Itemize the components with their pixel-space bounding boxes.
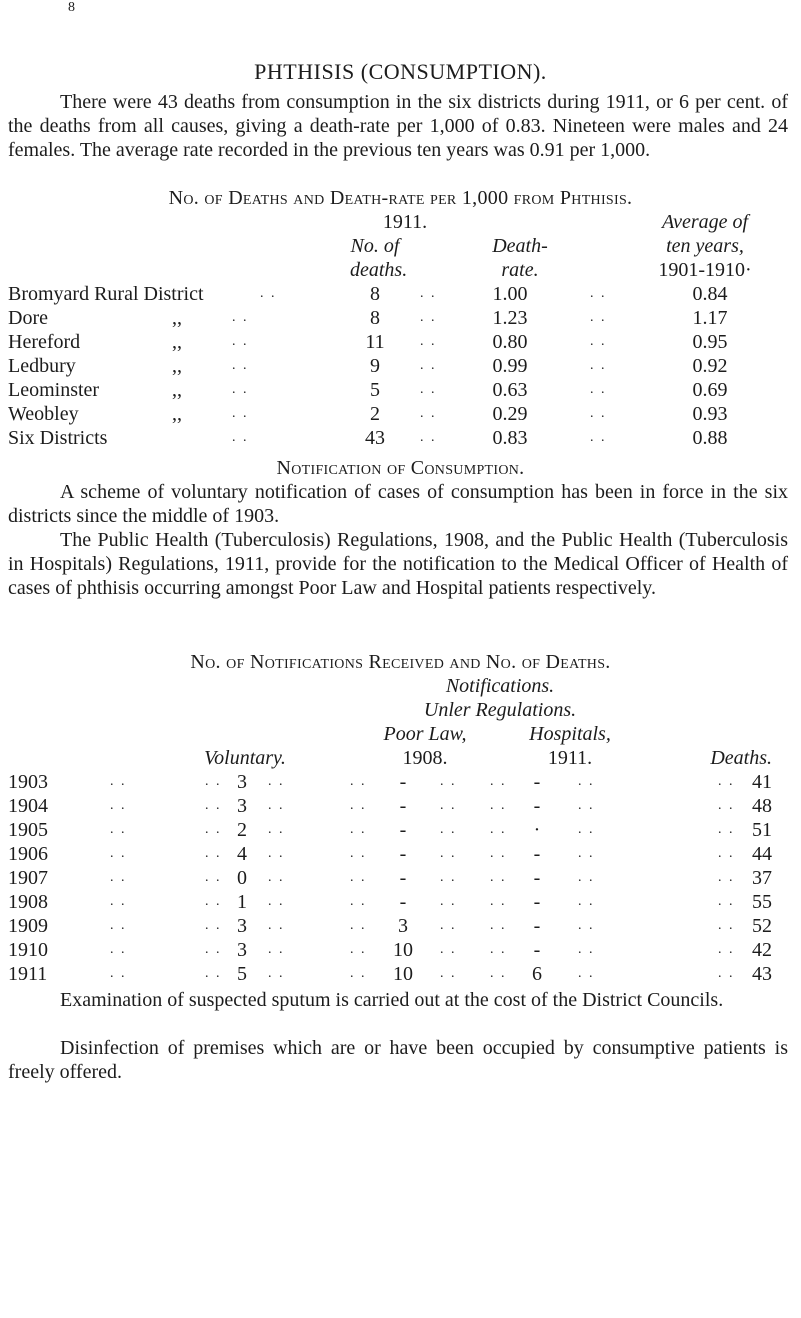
table2-hospitals-cell: - [533, 795, 541, 817]
table2-col-poor-law-l1: Poor Law, [383, 723, 467, 745]
table2-leader-dots: . . [268, 774, 285, 789]
table1-average-cell: 0.84 [692, 283, 728, 305]
table2-leader-dots: . . [718, 774, 735, 789]
table2-leader-dots: . . [440, 966, 457, 981]
table2-leader-dots: . . [350, 918, 367, 933]
table2-leader-dots: . . [110, 942, 127, 957]
table2-leader-dots: . . [578, 822, 595, 837]
table2-leader-dots: . . [718, 870, 735, 885]
table2-leader-dots: . . [110, 870, 127, 885]
notification-paragraph-2: The Public Health (Tuberculosis) Regulations, 1908, and the Public Health (Tuberculosis in Hospitals) Regulations, 1911, provide for the notification to the Medical Officer of Health of cases of phthisis occurring amongst Poor Law and Hospital patients respectively. [8, 529, 788, 599]
table2-leader-dots: . . [440, 846, 457, 861]
table2-leader-dots: . . [350, 846, 367, 861]
table2-voluntary-cell: 2 [237, 819, 247, 841]
table1-ditto-cell: ,, [172, 331, 182, 353]
table1-col-rate-l2: rate. [501, 259, 539, 281]
table1-leader-dots: . . [232, 358, 249, 373]
table1-col-deaths-l2: deaths. [350, 259, 408, 281]
table2-leader-dots: . . [490, 846, 507, 861]
table2-voluntary-cell: 0 [237, 867, 247, 889]
table2-leader-dots: . . [350, 774, 367, 789]
table1-average-cell: 0.88 [692, 427, 728, 449]
table1-leader-dots: . . [590, 382, 607, 397]
table1-col-average-l3: 1901-1910· [658, 259, 752, 281]
table2-leader-dots: . . [718, 894, 735, 909]
table2-voluntary-cell: 5 [237, 963, 247, 985]
table2-leader-dots: . . [268, 966, 285, 981]
table2-leader-dots: . . [718, 942, 735, 957]
table2-leader-dots: . . [110, 894, 127, 909]
table2-leader-dots: . . [205, 870, 222, 885]
table2-poor-law-cell: - [399, 771, 407, 793]
table1-average-cell: 0.93 [692, 403, 728, 425]
table1-leader-dots: . . [590, 334, 607, 349]
table2-poor-law-cell: - [399, 843, 407, 865]
table2-leader-dots: . . [205, 846, 222, 861]
table1-leader-dots: . . [590, 430, 607, 445]
table2-year-cell: 1905 [8, 819, 48, 841]
table1-col-average-l2: ten years, [666, 235, 744, 257]
table2-year-cell: 1909 [8, 915, 48, 937]
table1-leader-dots: . . [232, 406, 249, 421]
table1-year-header: 1911. [382, 211, 428, 233]
table1-rate-cell: 0.63 [492, 379, 528, 401]
table1-district-cell: Ledbury [8, 355, 76, 377]
table1-title: No. of Deaths and Death-rate per 1,000 from Phthisis. [168, 187, 633, 209]
table1-district-cell: Bromyard Rural District [8, 283, 204, 305]
table2-leader-dots: . . [268, 942, 285, 957]
table2-leader-dots: . . [578, 798, 595, 813]
table2-leader-dots: . . [110, 822, 127, 837]
table2-voluntary-cell: 3 [237, 795, 247, 817]
table1-leader-dots: . . [260, 286, 277, 301]
table2-poor-law-cell: - [399, 795, 407, 817]
table1-deaths-cell: 5 [370, 379, 380, 401]
table1-average-cell: 0.95 [692, 331, 728, 353]
table2-leader-dots: . . [268, 822, 285, 837]
table1-leader-dots: . . [590, 286, 607, 301]
table2-leader-dots: . . [350, 870, 367, 885]
table2-voluntary-cell: 3 [237, 939, 247, 961]
table2-leader-dots: . . [440, 774, 457, 789]
closing-paragraph-2: Disinfection of premises which are or have been occupied by consumptive patients is freely offered. [8, 1037, 788, 1083]
table2-leader-dots: . . [490, 918, 507, 933]
table2-poor-law-cell: - [399, 819, 407, 841]
table1-leader-dots: . . [420, 334, 437, 349]
table2-leader-dots: . . [350, 798, 367, 813]
table2-hospitals-cell: - [533, 867, 541, 889]
table1-ditto-cell: ,, [172, 403, 182, 425]
table2-hospitals-cell: - [533, 939, 541, 961]
table2-hospitals-cell: 6 [532, 963, 542, 985]
table2-leader-dots: . . [490, 966, 507, 981]
table1-leader-dots: . . [232, 382, 249, 397]
table2-deaths-cell: 44 [752, 843, 772, 865]
table1-leader-dots: . . [420, 382, 437, 397]
table2-leader-dots: . . [440, 918, 457, 933]
table2-col-deaths: Deaths. [710, 747, 772, 769]
table2-year-cell: 1906 [8, 843, 48, 865]
table1-rate-cell: 0.83 [492, 427, 528, 449]
table1-leader-dots: . . [420, 358, 437, 373]
table2-col-hospitals-l2: 1911. [547, 747, 593, 769]
table2-leader-dots: . . [440, 822, 457, 837]
table2-deaths-cell: 42 [752, 939, 772, 961]
table2-poor-law-cell: - [399, 867, 407, 889]
table2-hospitals-cell: · [533, 819, 541, 841]
table2-voluntary-cell: 1 [237, 891, 247, 913]
table1-district-cell: Leominster [8, 379, 100, 401]
table2-poor-law-cell: - [399, 891, 407, 913]
table1-rate-cell: 0.80 [492, 331, 528, 353]
table2-deaths-cell: 55 [752, 891, 772, 913]
table2-leader-dots: . . [578, 942, 595, 957]
table2-voluntary-cell: 3 [237, 771, 247, 793]
table2-poor-law-cell: 10 [393, 939, 413, 961]
table2-leader-dots: . . [718, 918, 735, 933]
table2-deaths-cell: 48 [752, 795, 772, 817]
table2-leader-dots: . . [490, 870, 507, 885]
table2-group-header-l2: Unler Regulations. [423, 699, 577, 721]
table2-leader-dots: . . [490, 822, 507, 837]
table2-leader-dots: . . [110, 846, 127, 861]
table1-col-rate-l1: Death- [492, 235, 548, 257]
table1-average-cell: 0.92 [692, 355, 728, 377]
table2-leader-dots: . . [205, 894, 222, 909]
table2-leader-dots: . . [268, 798, 285, 813]
table2-deaths-cell: 51 [752, 819, 772, 841]
table2-hospitals-cell: - [533, 915, 541, 937]
table2-leader-dots: . . [578, 774, 595, 789]
table1-rate-cell: 0.29 [492, 403, 528, 425]
table1-average-cell: 1.17 [692, 307, 728, 329]
table2-deaths-cell: 43 [752, 963, 772, 985]
table2-voluntary-cell: 3 [237, 915, 247, 937]
table2-leader-dots: . . [110, 918, 127, 933]
table1-leader-dots: . . [232, 334, 249, 349]
table2-leader-dots: . . [490, 774, 507, 789]
table1-leader-dots: . . [420, 310, 437, 325]
table1-col-deaths-l1: No. of [350, 235, 400, 257]
table2-leader-dots: . . [490, 798, 507, 813]
table2-leader-dots: . . [718, 846, 735, 861]
table2-leader-dots: . . [110, 774, 127, 789]
table2-leader-dots: . . [718, 798, 735, 813]
table2-year-cell: 1904 [8, 795, 48, 817]
table1-rate-cell: 1.00 [492, 283, 528, 305]
table1-leader-dots: . . [232, 430, 249, 445]
table1-leader-dots: . . [420, 430, 437, 445]
table1-average-cell: 0.69 [692, 379, 728, 401]
table2-leader-dots: . . [440, 798, 457, 813]
table2-year-cell: 1903 [8, 771, 48, 793]
table2-leader-dots: . . [268, 870, 285, 885]
table1-col-average-l1: Average of [661, 211, 749, 233]
page-number: 8 [68, 0, 75, 15]
table1-ditto-cell: ,, [172, 355, 182, 377]
table2-leader-dots: . . [578, 966, 595, 981]
running-head: PHTHISIS (CONSUMPTION). [254, 59, 547, 84]
table1-ditto-cell: ,, [172, 379, 182, 401]
table2-hospitals-cell: - [533, 843, 541, 865]
table2-leader-dots: . . [490, 942, 507, 957]
table1-deaths-cell: 8 [370, 283, 380, 305]
table1-rate-cell: 0.99 [492, 355, 528, 377]
table2-leader-dots: . . [350, 966, 367, 981]
table2-leader-dots: . . [350, 894, 367, 909]
table2-deaths-cell: 41 [752, 771, 772, 793]
table1-leader-dots: . . [420, 286, 437, 301]
table1-deaths-cell: 2 [370, 403, 380, 425]
table2-group-header-l1: Notifications. [445, 675, 555, 697]
table2-poor-law-cell: 10 [393, 963, 413, 985]
table2-leader-dots: . . [205, 966, 222, 981]
table1-leader-dots: . . [590, 310, 607, 325]
table2-year-cell: 1908 [8, 891, 48, 913]
table2-leader-dots: . . [110, 798, 127, 813]
table2-col-hospitals-l1: Hospitals, [529, 723, 611, 745]
intro-paragraph: There were 43 deaths from consumption in the six districts during 1911, or 6 per cent. of the deaths from all causes, giving a death-rate per 1,000 of 0.83. Nineteen were males and 24 females. The average rate recorded in the previous ten years was 0.91 per 1,000. [8, 91, 788, 161]
table2-leader-dots: . . [578, 846, 595, 861]
table2-leader-dots: . . [268, 918, 285, 933]
table2-year-cell: 1907 [8, 867, 48, 889]
table1-district-cell: Hereford [8, 331, 81, 353]
table1-ditto-cell: ,, [172, 307, 182, 329]
table1-deaths-cell: 11 [365, 331, 385, 353]
table2-hospitals-cell: - [533, 771, 541, 793]
closing-paragraph-1: Examination of suspected sputum is carried out at the cost of the District Councils. [60, 989, 724, 1011]
table2-leader-dots: . . [205, 822, 222, 837]
table2-col-voluntary: Voluntary. [204, 747, 286, 769]
table2-hospitals-cell: - [533, 891, 541, 913]
table2-deaths-cell: 52 [752, 915, 772, 937]
table2-year-cell: 1911 [8, 963, 48, 985]
table1-district-cell: Dore [8, 307, 48, 329]
table2-leader-dots: . . [268, 846, 285, 861]
table1-leader-dots: . . [232, 310, 249, 325]
table2-leader-dots: . . [205, 942, 222, 957]
table2-poor-law-cell: 3 [398, 915, 408, 937]
table2-leader-dots: . . [578, 918, 595, 933]
table2-leader-dots: . . [205, 798, 222, 813]
table2-leader-dots: . . [205, 774, 222, 789]
table2-leader-dots: . . [440, 870, 457, 885]
table2-leader-dots: . . [490, 894, 507, 909]
table2-leader-dots: . . [578, 894, 595, 909]
table2-deaths-cell: 37 [752, 867, 772, 889]
table1-rate-cell: 1.23 [492, 307, 528, 329]
table2-leader-dots: . . [718, 822, 735, 837]
table2-leader-dots: . . [440, 894, 457, 909]
table2-leader-dots: . . [440, 942, 457, 957]
table2-title: No. of Notifications Received and No. of Deaths. [190, 651, 611, 673]
table2-leader-dots: . . [718, 966, 735, 981]
notification-paragraph-1: A scheme of voluntary notification of cases of consumption has been in force in the six districts since the middle of 1903. [8, 481, 788, 527]
table2-leader-dots: . . [578, 870, 595, 885]
table1-leader-dots: . . [590, 406, 607, 421]
table1-leader-dots: . . [590, 358, 607, 373]
table1-deaths-cell: 8 [370, 307, 380, 329]
table1-district-cell: Six Districts [8, 427, 108, 449]
table2-year-cell: 1910 [8, 939, 48, 961]
table1-deaths-cell: 9 [370, 355, 380, 377]
table1-leader-dots: . . [420, 406, 437, 421]
table1-deaths-cell: 43 [365, 427, 385, 449]
table2-voluntary-cell: 4 [237, 843, 247, 865]
table2-leader-dots: . . [350, 942, 367, 957]
table2-leader-dots: . . [205, 918, 222, 933]
table1-district-cell: Weobley [8, 403, 79, 425]
notification-heading: Notification of Consumption. [276, 457, 525, 479]
table2-leader-dots: . . [268, 894, 285, 909]
table2-col-poor-law-l2: 1908. [402, 747, 448, 769]
table2-leader-dots: . . [350, 822, 367, 837]
table2-leader-dots: . . [110, 966, 127, 981]
